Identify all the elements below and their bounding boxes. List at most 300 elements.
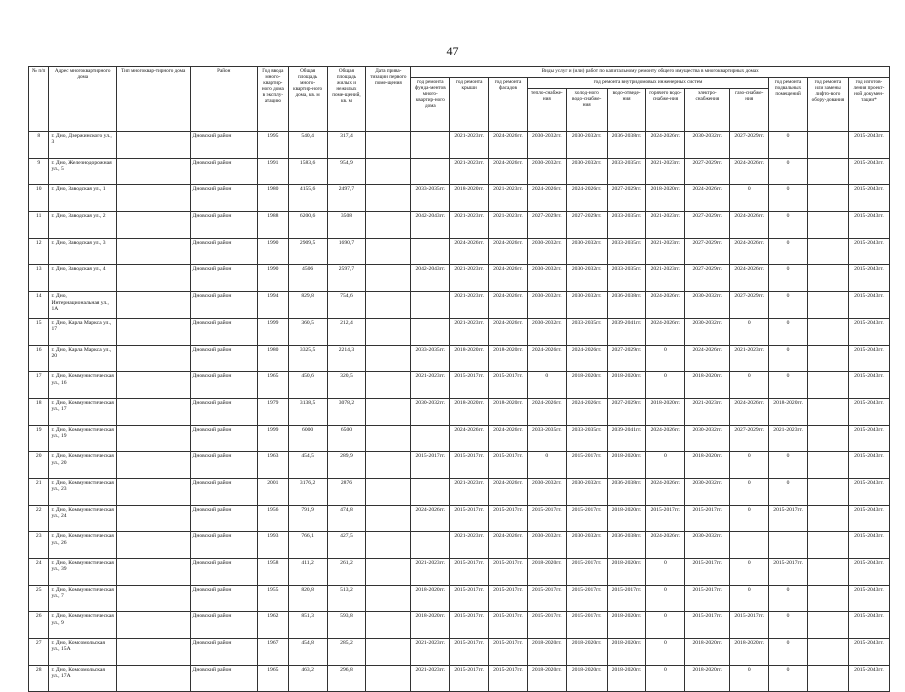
cell-date-priv: [366, 639, 411, 666]
cell-electric: 2024-2026гг.: [685, 185, 730, 212]
cell-date-priv: [366, 665, 411, 692]
cell-foundation: 2024-2026гг.: [411, 505, 450, 532]
cell-sewer: 2018-2020гг.: [607, 559, 646, 586]
cell-heat: 2030-2032гг.: [527, 478, 566, 505]
cell-gas: 0: [730, 665, 769, 692]
cell-area-total: 411,2: [288, 559, 327, 586]
cell-year: 2001: [258, 478, 289, 505]
cell-design: 2015-2043гг.: [848, 505, 889, 532]
cell-roof: 2021-2023гг.: [450, 318, 489, 345]
cell-address: г. Дно, Железнодорожная ул., 5: [49, 158, 116, 185]
cell-num: 16: [29, 345, 49, 372]
cell-cold-water: 2030-2032гг.: [566, 158, 607, 185]
cell-district: Дновский район: [190, 158, 257, 185]
cell-num: 28: [29, 665, 49, 692]
cell-hot-water: 0: [646, 612, 685, 639]
cell-area-res: 2497,7: [327, 185, 366, 212]
cell-elevator: [807, 425, 848, 452]
cell-facade: 2015-2017гг.: [489, 452, 528, 479]
cell-district: Дновский район: [190, 478, 257, 505]
cell-area-total: 3176,2: [288, 478, 327, 505]
cell-basement: 2015-2017гг.: [769, 505, 808, 532]
cell-type: [116, 132, 190, 159]
cell-date-priv: [366, 559, 411, 586]
cell-electric: 2018-2020гг.: [685, 665, 730, 692]
cell-gas: 0: [730, 372, 769, 399]
cell-electric: 2027-2029гг.: [685, 238, 730, 265]
cell-area-res: 954,9: [327, 158, 366, 185]
cell-foundation: 2018-2020гг.: [411, 585, 450, 612]
cell-hot-water: 0: [646, 372, 685, 399]
cell-hot-water: 0: [646, 639, 685, 666]
cell-gas: 2024-2026гг.: [730, 265, 769, 292]
cell-type: [116, 452, 190, 479]
cell-address: г. Дно, Коммунистическая ул., 20: [49, 452, 116, 479]
cell-hot-water: 2018-2020гг.: [646, 398, 685, 425]
cell-num: 18: [29, 398, 49, 425]
cell-roof: 2015-2017гг.: [450, 559, 489, 586]
cell-cold-water: 2015-2017гг.: [566, 452, 607, 479]
cell-design: 2015-2043гг.: [848, 292, 889, 319]
cell-type: [116, 212, 190, 239]
cell-basement: 0: [769, 665, 808, 692]
cell-elevator: [807, 238, 848, 265]
cell-address: г. Дно, Коммунистическая ул., 7: [49, 585, 116, 612]
cell-num: 8: [29, 132, 49, 159]
header-elevator: год ремонта или замены лифто-вого обору-дования: [807, 78, 848, 132]
cell-cold-water: 2030-2032гг.: [566, 265, 607, 292]
cell-electric: 2030-2032гг.: [685, 478, 730, 505]
cell-type: [116, 665, 190, 692]
cell-area-total: 829,8: [288, 292, 327, 319]
cell-facade: 2024-2026гг.: [489, 292, 528, 319]
cell-area-res: 474,8: [327, 505, 366, 532]
table-row: [29, 265, 890, 292]
cell-roof: 2021-2023гг.: [450, 292, 489, 319]
cell-num: 9: [29, 158, 49, 185]
cell-area-res: 2214,3: [327, 345, 366, 372]
cell-roof: 2021-2023гг.: [450, 158, 489, 185]
cell-basement: 0: [769, 452, 808, 479]
cell-type: [116, 158, 190, 185]
cell-address: г. Дно, Коммунистическая ул., 24: [49, 505, 116, 532]
cell-type: [116, 372, 190, 399]
cell-area-res: 2597,7: [327, 265, 366, 292]
capital-repair-table: [28, 66, 890, 692]
cell-sewer: 2036-2038гг.: [607, 292, 646, 319]
cell-area-total: 2909,5: [288, 238, 327, 265]
table-row: [29, 505, 890, 532]
cell-foundation: 2033-2035гг.: [411, 345, 450, 372]
cell-foundation: 2030-2032гг.: [411, 398, 450, 425]
cell-electric: 2018-2020гг.: [685, 452, 730, 479]
cell-district: Дновский район: [190, 398, 257, 425]
cell-roof: 2021-2023гг.: [450, 478, 489, 505]
cell-facade: 2018-2020гг.: [489, 345, 528, 372]
cell-hot-water: 2024-2026гг.: [646, 132, 685, 159]
cell-gas: 2027-2029гг.: [730, 132, 769, 159]
cell-type: [116, 185, 190, 212]
cell-gas: 0: [730, 505, 769, 532]
cell-cold-water: 2024-2026гг.: [566, 345, 607, 372]
cell-foundation: 2042-2043гг.: [411, 212, 450, 239]
cell-electric: 2030-2032гг.: [685, 425, 730, 452]
cell-cold-water: 2024-2026гг.: [566, 398, 607, 425]
cell-type: [116, 612, 190, 639]
cell-area-res: 320,5: [327, 372, 366, 399]
cell-heat: 0: [527, 452, 566, 479]
cell-district: Дновский район: [190, 212, 257, 239]
cell-basement: 2015-2017гг.: [769, 559, 808, 586]
page-number: 47: [446, 44, 459, 58]
cell-cold-water: 2018-2020гг.: [566, 639, 607, 666]
cell-address: г. Дно, Коммунистическая ул., 16: [49, 372, 116, 399]
cell-date-priv: [366, 478, 411, 505]
table-row: [29, 398, 890, 425]
table-row: [29, 532, 890, 559]
cell-facade: 2024-2026гг.: [489, 158, 528, 185]
cell-address: г. Дно, Заводская ул., 4: [49, 265, 116, 292]
cell-foundation: [411, 238, 450, 265]
cell-address: г. Дно, Коммунистическая ул., 23: [49, 478, 116, 505]
cell-heat: 2030-2032гг.: [527, 292, 566, 319]
cell-area-total: 6000: [288, 425, 327, 452]
cell-basement: 0: [769, 585, 808, 612]
cell-address: г. Дно, Коммунистическая ул., 26: [49, 532, 116, 559]
cell-address: г. Дно, Карла Маркса ул., 17: [49, 318, 116, 345]
cell-district: Дновский район: [190, 372, 257, 399]
cell-roof: 2015-2017гг.: [450, 665, 489, 692]
cell-area-total: 791,9: [288, 505, 327, 532]
cell-district: Дновский район: [190, 559, 257, 586]
cell-year: 1994: [258, 292, 289, 319]
cell-electric: 2015-2017гг.: [685, 585, 730, 612]
cell-cold-water: 2018-2020гг.: [566, 665, 607, 692]
table-row: [29, 132, 890, 159]
cell-year: 1958: [258, 559, 289, 586]
cell-address: г. Дно, Коммунистическая ул., 19: [49, 425, 116, 452]
cell-hot-water: 2024-2026гг.: [646, 318, 685, 345]
header-date-priv: Дата прива-тизации первого поме-щения: [366, 67, 411, 132]
cell-design: 2015-2043гг.: [848, 639, 889, 666]
cell-area-res: 317,4: [327, 132, 366, 159]
cell-hot-water: 0: [646, 452, 685, 479]
cell-district: Дновский район: [190, 585, 257, 612]
cell-gas: [730, 532, 769, 559]
cell-roof: 2018-2020гг.: [450, 345, 489, 372]
cell-year: 1965: [258, 665, 289, 692]
cell-heat: 2015-2017гг.: [527, 612, 566, 639]
cell-hot-water: 2021-2023гг.: [646, 265, 685, 292]
cell-elevator: [807, 665, 848, 692]
cell-year: 1955: [258, 585, 289, 612]
cell-year: 1963: [258, 452, 289, 479]
cell-electric: 2024-2026гг.: [685, 345, 730, 372]
cell-date-priv: [366, 612, 411, 639]
header-gas: газо-снабже-ния: [730, 89, 769, 132]
cell-type: [116, 639, 190, 666]
cell-year: 1991: [258, 158, 289, 185]
cell-roof: 2015-2017гг.: [450, 585, 489, 612]
cell-basement: 0: [769, 372, 808, 399]
cell-gas: 2024-2026гг.: [730, 212, 769, 239]
cell-area-res: 6500: [327, 425, 366, 452]
header-num: № п/п: [29, 67, 49, 132]
cell-basement: 0: [769, 158, 808, 185]
cell-design: 2015-2043гг.: [848, 532, 889, 559]
table-row: [29, 292, 890, 319]
cell-elevator: [807, 372, 848, 399]
cell-hot-water: 2021-2023гг.: [646, 238, 685, 265]
cell-sewer: 2039-2041гг.: [607, 318, 646, 345]
cell-type: [116, 478, 190, 505]
cell-electric: 2027-2029гг.: [685, 212, 730, 239]
cell-area-total: 360,5: [288, 318, 327, 345]
cell-heat: 2024-2026гг.: [527, 398, 566, 425]
cell-design: 2015-2043гг.: [848, 559, 889, 586]
cell-date-priv: [366, 238, 411, 265]
cell-design: 2015-2043гг.: [848, 452, 889, 479]
cell-facade: 2024-2026гг.: [489, 478, 528, 505]
header-foundation: год ремонта фунда-ментов много-квартир-ного дома: [411, 78, 450, 132]
cell-date-priv: [366, 212, 411, 239]
cell-sewer: 2036-2038гг.: [607, 478, 646, 505]
cell-date-priv: [366, 532, 411, 559]
cell-basement: 0: [769, 238, 808, 265]
cell-foundation: 2021-2023гг.: [411, 559, 450, 586]
cell-basement: 0: [769, 318, 808, 345]
cell-hot-water: 2024-2026гг.: [646, 292, 685, 319]
cell-heat: 2018-2020гг.: [527, 665, 566, 692]
cell-roof: 2015-2017гг.: [450, 639, 489, 666]
cell-elevator: [807, 639, 848, 666]
header-electric: электро-снабжения: [685, 89, 730, 132]
cell-cold-water: 2030-2032гг.: [566, 292, 607, 319]
cell-cold-water: 2030-2032гг.: [566, 478, 607, 505]
cell-date-priv: [366, 185, 411, 212]
cell-sewer: 2033-2035гг.: [607, 212, 646, 239]
table-row: [29, 372, 890, 399]
cell-gas: 0: [730, 585, 769, 612]
cell-heat: 2030-2032гг.: [527, 158, 566, 185]
table-row: [29, 665, 890, 692]
header-area-total: Общая площадь много-квартир-ного дома, кв. м: [288, 67, 327, 132]
cell-area-total: 3325,5: [288, 345, 327, 372]
cell-electric: 2015-2017гг.: [685, 505, 730, 532]
cell-address: г. Дно, Коммунистическая ул., 9: [49, 612, 116, 639]
cell-cold-water: 2015-2017гг.: [566, 559, 607, 586]
cell-area-res: 513,2: [327, 585, 366, 612]
cell-heat: 2015-2017гг.: [527, 505, 566, 532]
cell-area-total: 4155,6: [288, 185, 327, 212]
cell-date-priv: [366, 505, 411, 532]
cell-foundation: 2033-2035гг.: [411, 185, 450, 212]
cell-heat: 2018-2020гг.: [527, 559, 566, 586]
cell-area-res: 427,5: [327, 532, 366, 559]
cell-electric: 2027-2029гг.: [685, 265, 730, 292]
cell-elevator: [807, 505, 848, 532]
cell-roof: 2018-2020гг.: [450, 398, 489, 425]
cell-electric: 2021-2023гг.: [685, 398, 730, 425]
cell-area-total: 454,8: [288, 639, 327, 666]
cell-electric: 2027-2029гг.: [685, 158, 730, 185]
header-basement: год ремонта подвальных помещений: [769, 78, 808, 132]
cell-facade: 2015-2017гг.: [489, 665, 528, 692]
table-row: [29, 452, 890, 479]
table-row: [29, 158, 890, 185]
cell-gas: 0: [730, 318, 769, 345]
cell-elevator: [807, 559, 848, 586]
cell-electric: 2015-2017гг.: [685, 612, 730, 639]
header-type: Тип многоквар-тирного дома: [116, 67, 190, 132]
header-hot-water: горячего водо-снабже-ния: [646, 89, 685, 132]
cell-heat: 2030-2032гг.: [527, 532, 566, 559]
cell-num: 19: [29, 425, 49, 452]
cell-hot-water: 0: [646, 665, 685, 692]
cell-num: 23: [29, 532, 49, 559]
header-facade: год ремонта фасадов: [489, 78, 528, 132]
cell-num: 21: [29, 478, 49, 505]
cell-cold-water: 2030-2032гг.: [566, 238, 607, 265]
table-row: [29, 585, 890, 612]
cell-type: [116, 532, 190, 559]
cell-facade: 2021-2023гг.: [489, 185, 528, 212]
cell-area-total: 463,2: [288, 665, 327, 692]
cell-electric: 2030-2032гг.: [685, 318, 730, 345]
cell-design: 2015-2043гг.: [848, 665, 889, 692]
cell-area-total: 766,1: [288, 532, 327, 559]
header-year: Год ввода много-квартир-ного дома в эксплу-атацию: [258, 67, 289, 132]
cell-district: Дновский район: [190, 452, 257, 479]
cell-year: 1988: [258, 212, 289, 239]
cell-address: г. Дно, Заводская ул., 1: [49, 185, 116, 212]
cell-date-priv: [366, 345, 411, 372]
cell-roof: 2021-2023гг.: [450, 212, 489, 239]
cell-electric: 2018-2020гг.: [685, 372, 730, 399]
cell-cold-water: 2027-2029гг.: [566, 212, 607, 239]
cell-address: г. Дно, Заводская ул., 2: [49, 212, 116, 239]
cell-foundation: [411, 532, 450, 559]
cell-area-total: 1583,6: [288, 158, 327, 185]
cell-area-total: 454,5: [288, 452, 327, 479]
cell-basement: 0: [769, 639, 808, 666]
cell-electric: 2030-2032гг.: [685, 292, 730, 319]
cell-district: Дновский район: [190, 665, 257, 692]
cell-year: 1990: [258, 265, 289, 292]
cell-year: 1956: [258, 505, 289, 532]
cell-area-total: 820,8: [288, 585, 327, 612]
cell-hot-water: 0: [646, 559, 685, 586]
cell-foundation: [411, 292, 450, 319]
cell-num: 26: [29, 612, 49, 639]
cell-gas: 0: [730, 559, 769, 586]
cell-elevator: [807, 585, 848, 612]
cell-elevator: [807, 318, 848, 345]
cell-district: Дновский район: [190, 425, 257, 452]
cell-elevator: [807, 345, 848, 372]
cell-basement: 0: [769, 265, 808, 292]
cell-roof: 2024-2026гг.: [450, 425, 489, 452]
cell-sewer: 2036-2038гг.: [607, 132, 646, 159]
cell-heat: 2018-2020гг.: [527, 639, 566, 666]
cell-cold-water: 2015-2017гг.: [566, 612, 607, 639]
cell-sewer: 2027-2029гг.: [607, 345, 646, 372]
cell-facade: 2015-2017гг.: [489, 505, 528, 532]
cell-basement: 0: [769, 345, 808, 372]
cell-roof: 2015-2017гг.: [450, 505, 489, 532]
cell-cold-water: 2033-2035гг.: [566, 318, 607, 345]
cell-facade: 2015-2017гг.: [489, 612, 528, 639]
cell-type: [116, 425, 190, 452]
cell-elevator: [807, 532, 848, 559]
cell-electric: 2015-2017гг.: [685, 559, 730, 586]
cell-area-total: 6200,6: [288, 212, 327, 239]
cell-district: Дновский район: [190, 318, 257, 345]
cell-address: г. Дно, Коммунистическая ул., 17: [49, 398, 116, 425]
cell-foundation: 2021-2023гг.: [411, 639, 450, 666]
cell-district: Дновский район: [190, 292, 257, 319]
cell-design: 2015-2043гг.: [848, 132, 889, 159]
cell-heat: 2030-2032гг.: [527, 132, 566, 159]
cell-roof: 2015-2017гг.: [450, 452, 489, 479]
cell-heat: 2033-2035гг.: [527, 425, 566, 452]
cell-num: 22: [29, 505, 49, 532]
cell-foundation: 2042-2043гг.: [411, 265, 450, 292]
cell-design: 2015-2043гг.: [848, 238, 889, 265]
cell-basement: 0: [769, 292, 808, 319]
cell-num: 10: [29, 185, 49, 212]
cell-type: [116, 345, 190, 372]
cell-electric: 2030-2032гг.: [685, 532, 730, 559]
cell-basement: 0: [769, 185, 808, 212]
cell-roof: 2021-2023гг.: [450, 132, 489, 159]
cell-gas: 0: [730, 478, 769, 505]
cell-roof: 2024-2026гг.: [450, 238, 489, 265]
cell-year: 1990: [258, 238, 289, 265]
cell-address: г. Дно, Интернациональная ул., 1А: [49, 292, 116, 319]
cell-area-res: 3078,2: [327, 398, 366, 425]
cell-year: 1979: [258, 398, 289, 425]
cell-district: Дновский район: [190, 132, 257, 159]
header-area-res: Общая площадь жилых и нежилых поме-щений, кв. м: [327, 67, 366, 132]
cell-facade: 2024-2026гг.: [489, 425, 528, 452]
cell-basement: 0: [769, 212, 808, 239]
cell-area-total: 450,6: [288, 372, 327, 399]
cell-num: 12: [29, 238, 49, 265]
cell-district: Дновский район: [190, 345, 257, 372]
cell-area-res: 261,2: [327, 559, 366, 586]
cell-area-res: 3508: [327, 212, 366, 239]
cell-design: 2015-2043гг.: [848, 372, 889, 399]
cell-district: Дновский район: [190, 238, 257, 265]
cell-address: г. Дно, Карла Маркса ул., 20: [49, 345, 116, 372]
cell-sewer: 2039-2041гг.: [607, 425, 646, 452]
cell-roof: 2021-2023гг.: [450, 532, 489, 559]
cell-num: 15: [29, 318, 49, 345]
cell-year: 1962: [258, 612, 289, 639]
cell-area-total: 851,3: [288, 612, 327, 639]
cell-area-total: 540,4: [288, 132, 327, 159]
cell-foundation: 2021-2023гг.: [411, 665, 450, 692]
cell-num: 24: [29, 559, 49, 586]
cell-cold-water: 2033-2035гг.: [566, 425, 607, 452]
cell-cold-water: 2015-2017гг.: [566, 505, 607, 532]
cell-design: 2015-2043гг.: [848, 265, 889, 292]
cell-address: г. Дно, Комсомольская ул., 15А: [49, 639, 116, 666]
cell-sewer: 2027-2029гг.: [607, 398, 646, 425]
cell-elevator: [807, 132, 848, 159]
cell-type: [116, 505, 190, 532]
